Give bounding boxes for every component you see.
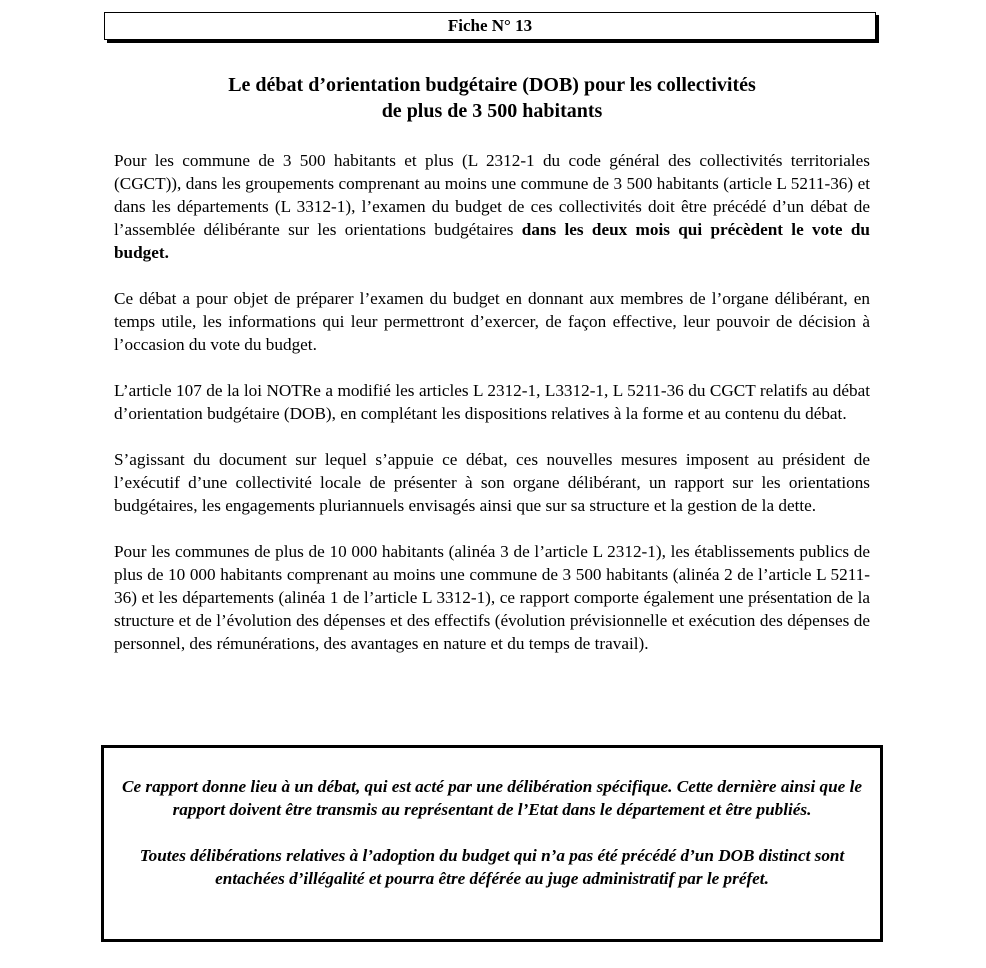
callout-box xyxy=(101,745,883,942)
body-text xyxy=(114,149,870,678)
paragraph-5: Pour les communes de plus de 10 000 habitants (alinéa 3 de l’article L 2312-1), les établissements publics de plus de 10 000 habitants comprenant au moins une commune de 3 500 habitants (alinéa 2 de l’article L 5211-36) et les départements (alinéa 1 de l’article L 3312-1), ce rapport comporte également une présentation de la structure et de l’évolution des dépenses et des effectifs (évolution prévisionnelle et exécution des dépenses de personnel, des rémunérations, des avantages en nature et du temps de travail). xyxy=(114,542,870,653)
paragraph-1-text: Pour les commune de 3 500 habitants et plus (L 2312-1 du code général des collectivités territoriales (CGCT)), dans les groupements comprenant au moins une commune de 3 500 habitants (article L 5211-36) et dans les départements (L 3312-1), l’examen du budget de ces collectivités doit être précédé d’un débat de l’assemblée délibérante sur les orientations budgétaires xyxy=(114,151,870,239)
page-title xyxy=(104,72,880,124)
paragraph-1-emphasis: dans les deux mois qui précèdent le vote du budget. xyxy=(114,220,870,262)
title-line-2: de plus de 3 500 habitants xyxy=(381,100,603,122)
callout-paragraph-1: Ce rapport donne lieu à un débat, qui est acté par une délibération spécifique. Cette dernière ainsi que le rapport doivent être transmis au représentant de l’Etat dans le département et être publiés. xyxy=(121,777,862,819)
callout-paragraph-2: Toutes délibérations relatives à l’adoption du budget qui n’a pas été précédé d’un DOB distinct sont entachées d’illégalité et pourra être déférée au juge administratif par le préfet. xyxy=(139,846,845,888)
fiche-number-box xyxy=(104,12,876,40)
title-line-1: Le débat d’orientation budgétaire (DOB) pour les collectivités xyxy=(228,74,756,96)
paragraph-1 xyxy=(114,149,870,264)
fiche-number-label: Fiche N° 13 xyxy=(447,16,533,35)
paragraph-3: L’article 107 de la loi NOTRe a modifié les articles L 2312-1, L3312-1, L 5211-36 du CGCT relatifs au débat d’orientation budgétaire (DOB), en complétant les dispositions relatives à la forme et au contenu du débat. xyxy=(114,381,870,423)
paragraph-2: Ce débat a pour objet de préparer l’examen du budget en donnant aux membres de l’organe délibérant, en temps utile, les informations qui leur permettront d’exercer, de façon effective, leur pouvoir de décision à l’occasion du vote du budget. xyxy=(114,289,870,354)
paragraph-4: S’agissant du document sur lequel s’appuie ce débat, ces nouvelles mesures imposent au président de l’exécutif d’une collectivité locale de présenter à son organe délibérant, un rapport sur les orientations budgétaires, les engagements pluriannuels envisagés ainsi que sur sa structure et la gestion de la dette. xyxy=(114,450,870,515)
